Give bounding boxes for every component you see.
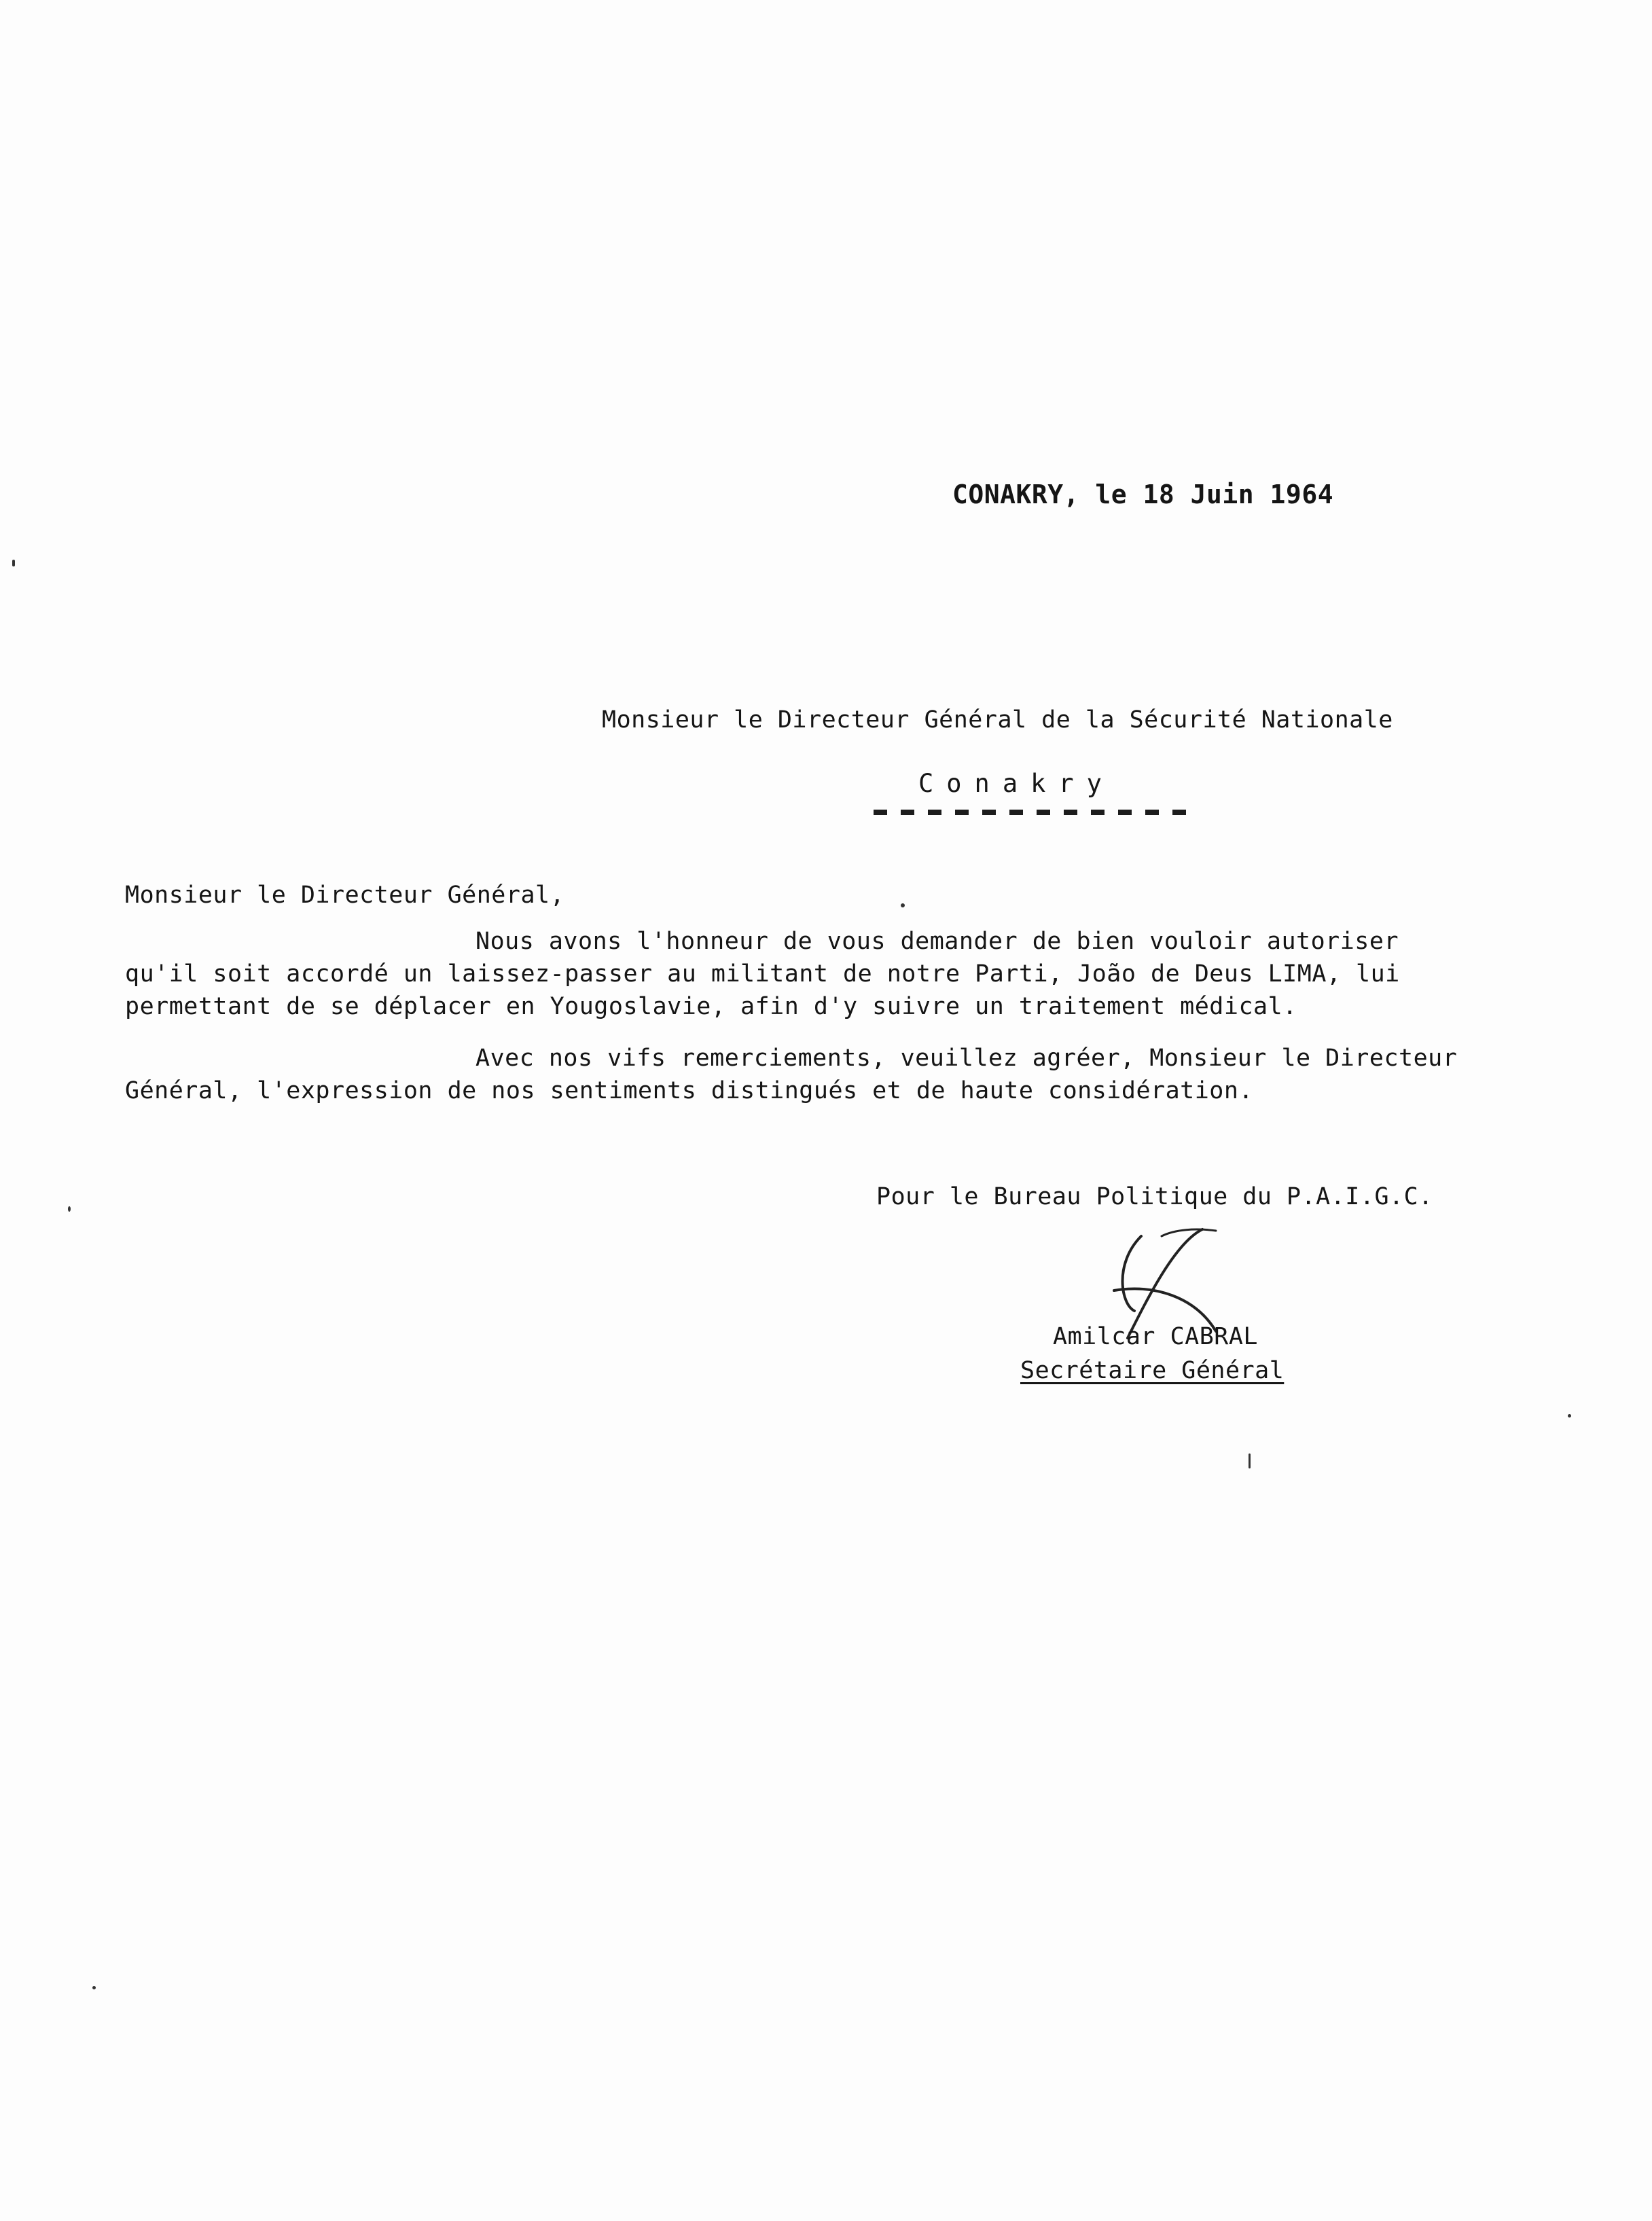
signatory-title: Secrétaire Général [1020, 1357, 1285, 1384]
date-line: CONAKRY, le 18 Juin 1964 [952, 480, 1334, 509]
ink-speck [1568, 1414, 1571, 1418]
paragraph2-line1: Avec nos vifs remerciements, veuillez agréer, Monsieur le Directeur [475, 1045, 1458, 1072]
recipient-city: Conakry [918, 769, 1115, 798]
paragraph2-line2: Général, l'expression de nos sentiments distingués et de haute considération. [125, 1077, 1254, 1104]
salutation: Monsieur le Directeur Général, [125, 882, 565, 909]
signatory-name: Amilcar CABRAL [1053, 1323, 1259, 1350]
closing-line: Pour le Bureau Politique du P.A.I.G.C. [876, 1183, 1433, 1210]
ink-speck [901, 903, 905, 907]
ink-speck [92, 1986, 96, 1989]
recipient-line: Monsieur le Directeur Général de la Sécurité Nationale [602, 706, 1393, 734]
ink-speck [12, 560, 15, 566]
ink-speck [1249, 1453, 1251, 1468]
city-underline-dashes [874, 810, 1186, 815]
paragraph1-line1: Nous avons l'honneur de vous demander de bien vouloir autoriser [475, 928, 1399, 955]
paragraph1-line2: qu'il soit accordé un laissez-passer au militant de notre Parti, João de Deus LIMA, lui [125, 960, 1400, 988]
ink-speck [68, 1206, 71, 1212]
paragraph1-line3: permettant de se déplacer en Yougoslavie, afin d'y suivre un traitement médical. [125, 993, 1297, 1020]
